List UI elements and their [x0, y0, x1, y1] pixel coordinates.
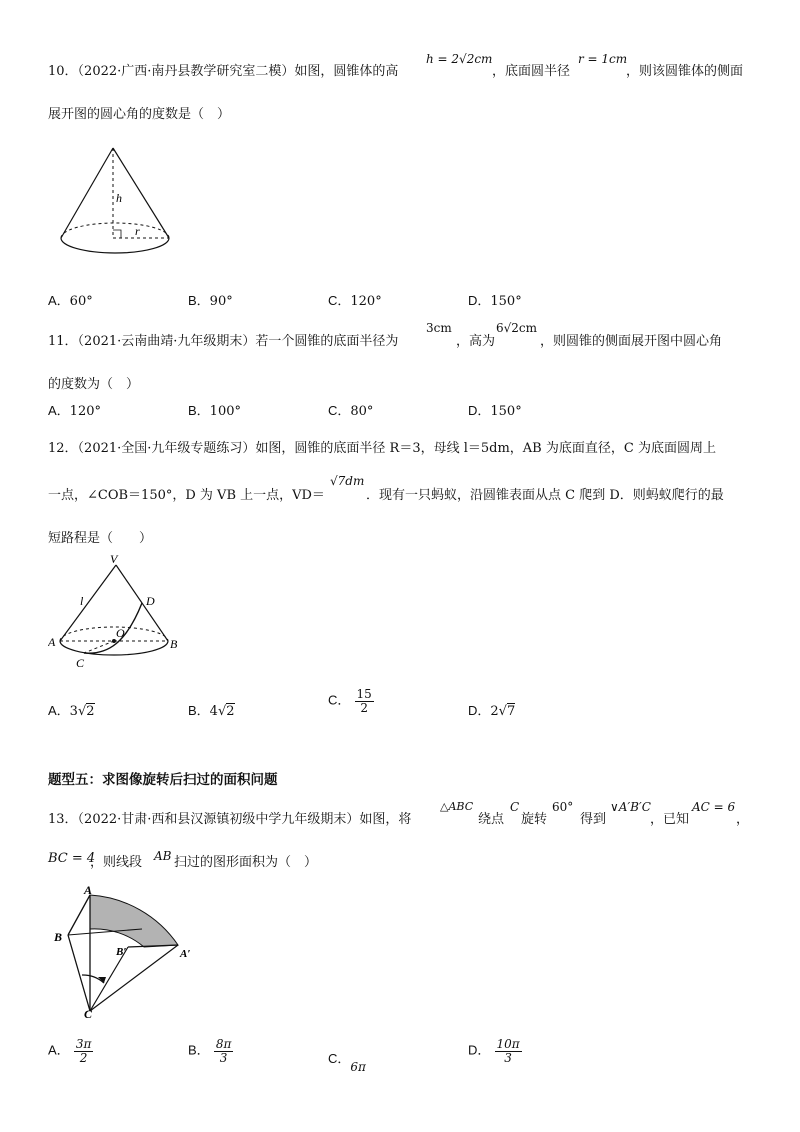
q13-bc: BC = 4 [48, 851, 96, 866]
q13-line1 [48, 808, 411, 827]
q12-cone-figure [48, 555, 193, 670]
q12-line3: 短路程是（ ） [48, 531, 153, 546]
q10-cone-figure [55, 140, 175, 260]
q10-option-b[interactable]: B．90° [188, 293, 233, 309]
q13-option-a-fraction: $\frac{3\pi}{2}$ [75, 1037, 92, 1065]
q12-label-v: V [110, 555, 118, 566]
q12-base-back [60, 627, 168, 641]
cone-base-front [61, 238, 169, 253]
q12-option-d[interactable]: D．2√7 [468, 703, 516, 719]
q13-triangle-abc: △ABC [440, 800, 474, 813]
q10-option-d-text: 150° [490, 294, 522, 309]
q10-height-expression: h = 2√2cm [426, 52, 493, 66]
q12-option-c-fraction: $\frac{15}{2}$ [356, 687, 372, 715]
q13-label-a1: A′ [180, 948, 191, 960]
q11-height: 6√2cm [496, 321, 538, 335]
q12-vd-value: √7dm [330, 474, 365, 488]
q10-option-c-text: 120° [350, 294, 382, 309]
q11-number: 11． [48, 334, 78, 349]
q13-angle: 60° [552, 800, 574, 814]
q13-ab: AB [154, 849, 172, 863]
q13-source: （2022·甘肃·西和县汉源镇初级中学九年级期末）如图，将 [77, 812, 412, 827]
q13-option-c[interactable]: C．6π [328, 1051, 366, 1074]
q13-option-b-fraction: $\frac{8\pi}{3}$ [215, 1037, 232, 1065]
q13-around: 绕点 [478, 812, 505, 827]
section-title: 题型五：求图像旋转后扫过的面积问题 [48, 772, 278, 788]
q13-line2: ，则线段 [90, 855, 143, 870]
q13-segment-ba [68, 895, 90, 935]
q10-radius-expression: r = 1cm [578, 52, 628, 66]
q12-line1-text: （2021·全国·九年级专题练习）如图，圆锥的底面半径 R＝3，母线 l＝5dm，AB 为底面直径，C 为底面圆周上 [77, 441, 716, 456]
q12-option-b[interactable]: B．4√2 [188, 703, 235, 719]
q10-line1 [48, 60, 398, 79]
q11-tail-text: ，则圆锥的侧面展开图中圆心角 [540, 334, 723, 349]
q10-option-a-text: 60° [69, 294, 93, 309]
q13-label-b: B [54, 930, 63, 944]
q12-label-c: C [76, 656, 85, 670]
q12-label-l: l [80, 594, 84, 608]
q13-number: 13． [48, 812, 78, 827]
q11-option-c[interactable]: C．80° [328, 403, 374, 419]
q13-ac: AC = 6 [692, 800, 736, 814]
q12-option-a[interactable]: A．3√2 [48, 703, 95, 719]
q12-option-c[interactable]: C． $\frac{15}{2}$ [328, 687, 372, 715]
cone-label-r: r [135, 224, 140, 238]
q13-option-a[interactable]: A． $\frac{3\pi}{2}$ [48, 1037, 92, 1065]
q13-comma: ， [736, 812, 750, 827]
q13-line2b: 扫过的图形面积为（ ） [174, 855, 318, 870]
q12-cone-left-edge [60, 565, 116, 641]
q12-number: 12． [48, 441, 78, 456]
q13-rotate: 旋转 [521, 812, 548, 827]
q12-label-o: O [116, 626, 125, 640]
q11-option-b-text: 100° [209, 404, 241, 419]
q12-line2b: ．现有一只蚂蚁，沿圆锥表面从点 C 爬到 D．则蚂蚁爬行的最 [366, 488, 724, 503]
q10-source: （2022·广西·南丹县教学研究室二模）如图，圆锥体的高 [77, 64, 399, 79]
q11-option-a[interactable]: A．120° [48, 403, 101, 419]
q13-label-b1: B′ [116, 946, 127, 958]
q13-segment-cb [68, 935, 90, 1011]
q12-label-a: A [48, 635, 56, 649]
q12-base-front [60, 641, 168, 655]
q11-option-a-text: 120° [69, 404, 101, 419]
q11-option-d[interactable]: D．150° [468, 403, 522, 419]
q10-line2: 展开图的圆心角的度数是（ ） [48, 107, 231, 122]
q10-tail-text: ，则该圆锥体的侧面 [626, 64, 744, 79]
q13-option-d[interactable]: D． $\frac{10\pi}{3}$ [468, 1037, 520, 1065]
cone-label-h: h [116, 191, 122, 205]
q11-option-c-text: 80° [350, 404, 374, 419]
q13-label-a: A [84, 885, 93, 897]
q13-known: ，已知 [650, 812, 690, 827]
q10-option-b-text: 90° [209, 294, 233, 309]
q13-label-c: C [84, 1007, 93, 1020]
q11-mid-text: ，高为 [456, 334, 496, 349]
q10-option-c[interactable]: C．120° [328, 293, 382, 309]
q10-mid-text: ，底面圆半径 [492, 64, 571, 79]
q10-number: 10． [48, 64, 78, 79]
q11-option-b[interactable]: B．100° [188, 403, 241, 419]
q10-option-d[interactable]: D．150° [468, 293, 522, 309]
sqrt-icon: √ [217, 704, 227, 719]
q12-label-d: D [146, 594, 155, 608]
cone-right-angle-mark [113, 230, 121, 238]
q13-swept-region [90, 895, 178, 947]
q11-line1 [48, 330, 398, 349]
q13-option-c-text: 6π [350, 1060, 366, 1074]
q10-option-a[interactable]: A．60° [48, 293, 93, 309]
q13-option-b[interactable]: B． $\frac{8\pi}{3}$ [188, 1037, 232, 1065]
cone-left-edge [61, 148, 113, 238]
q12-line1 [48, 437, 716, 456]
sqrt-icon: √ [498, 704, 507, 719]
q11-line2: 的度数为（ ） [48, 377, 140, 392]
q13-get: 得到 [580, 812, 607, 827]
cone-base-back [61, 223, 169, 238]
sqrt-icon: √ [77, 704, 87, 719]
q12-line2a: 一点，∠COB＝150°，D 为 VB 上一点，VD＝ [48, 488, 325, 503]
q11-source: （2021·云南曲靖·九年级期末）若一个圆锥的底面半径为 [77, 334, 399, 349]
q13-triangle-a1b1c: ∨A′B′C [610, 800, 651, 814]
q11-radius: 3cm [426, 321, 452, 335]
q11-option-d-text: 150° [490, 404, 522, 419]
q12-label-b: B [170, 637, 178, 651]
q13-point-c: C [510, 800, 520, 814]
q13-rotation-figure [52, 885, 212, 1020]
q13-option-d-fraction: $\frac{10\pi}{3}$ [496, 1037, 520, 1065]
q12-segment-oc [84, 641, 114, 653]
